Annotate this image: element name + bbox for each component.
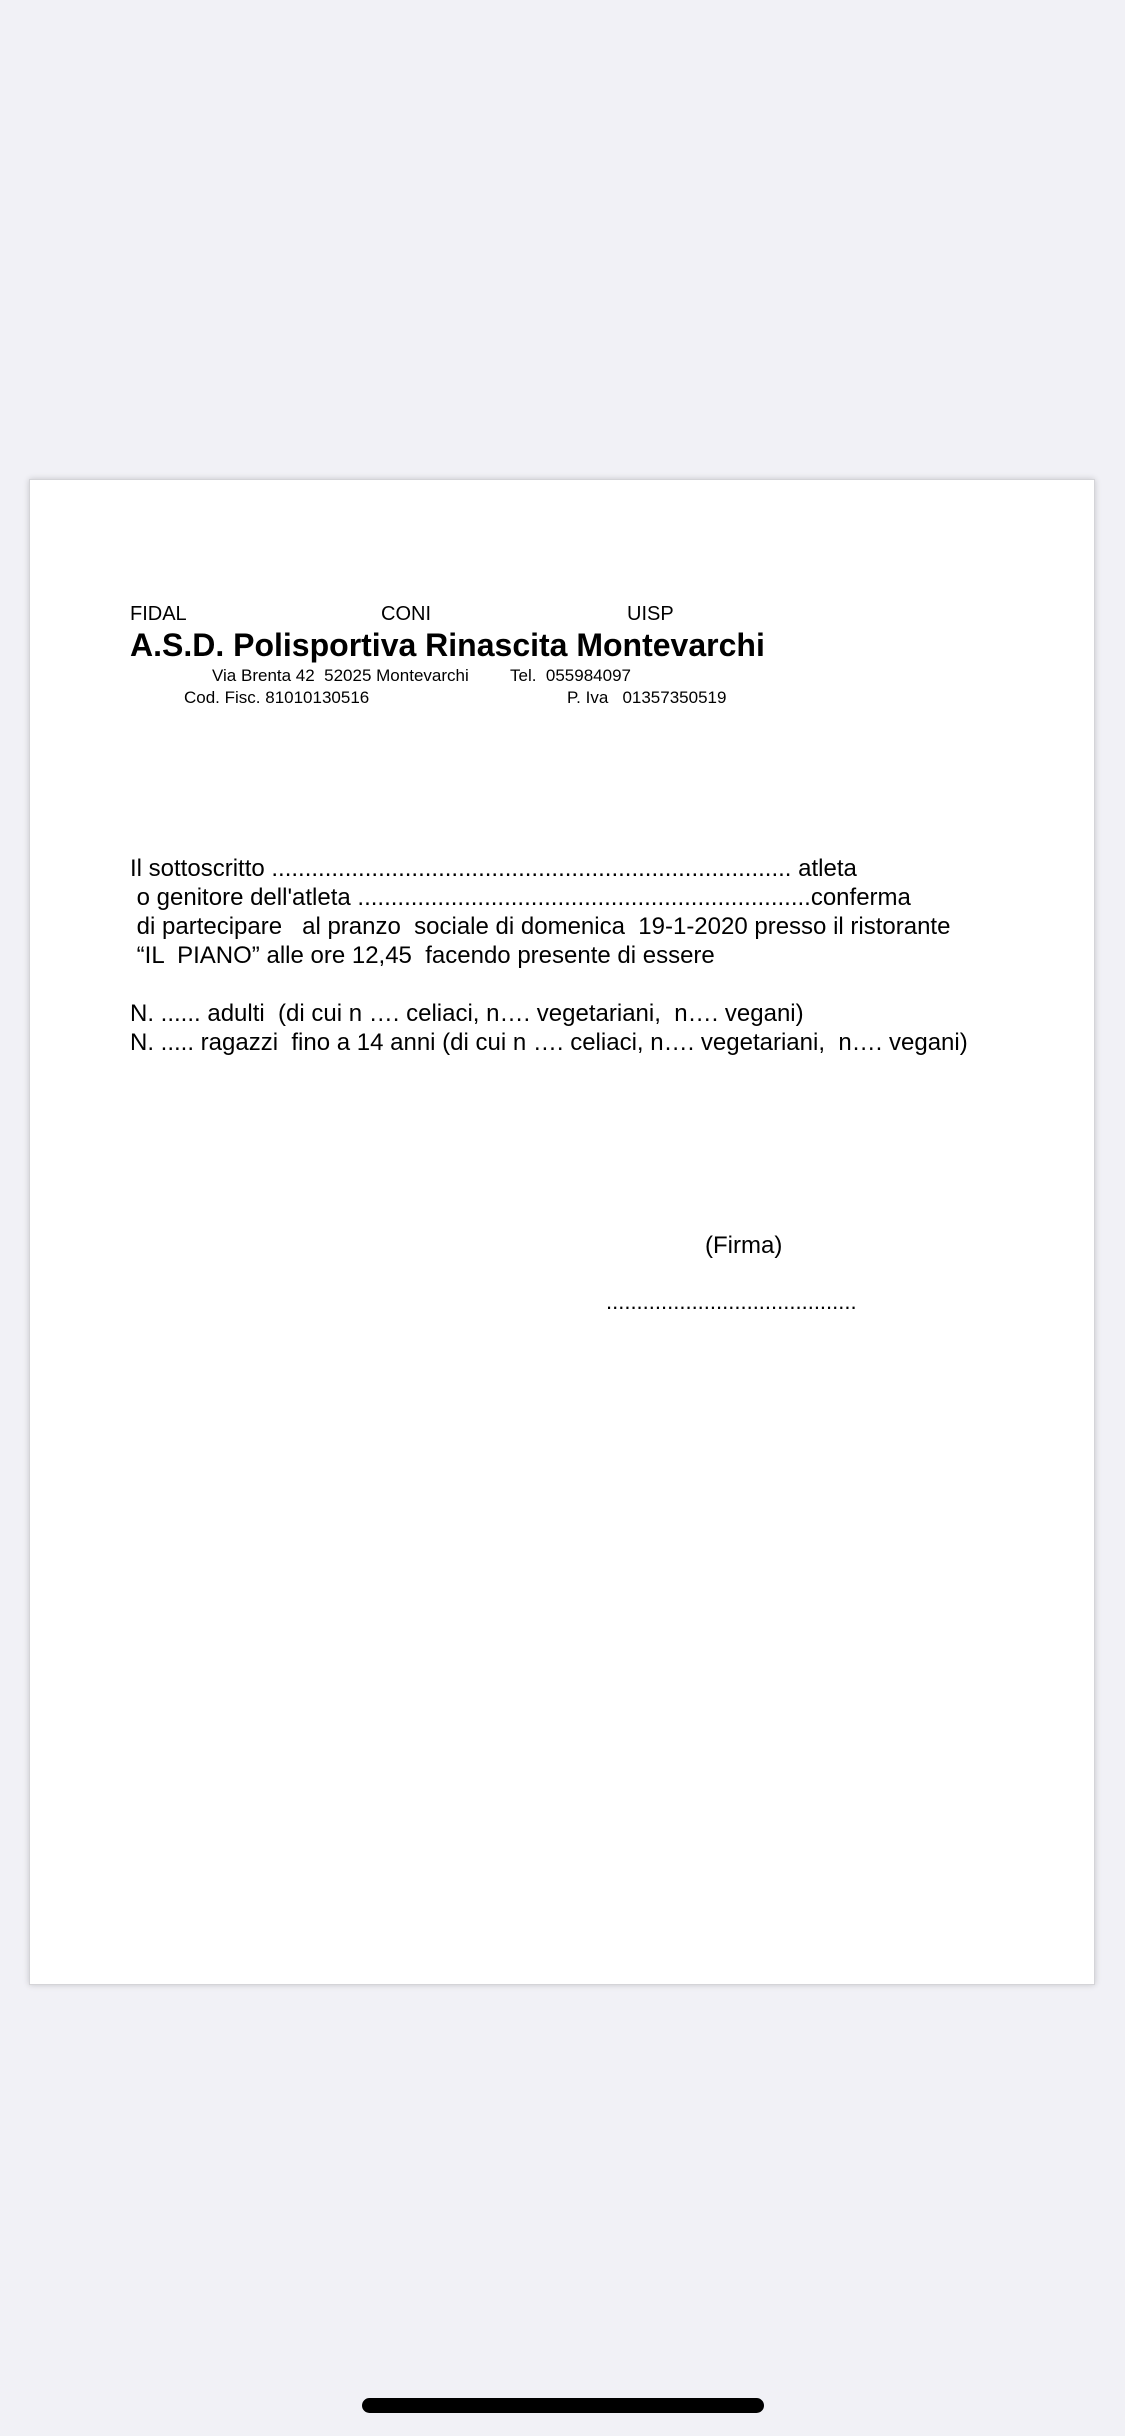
affiliation-coni: CONI	[381, 603, 431, 625]
home-indicator[interactable]	[362, 2398, 764, 2413]
club-phone: Tel. 055984097	[510, 666, 631, 685]
body-line-lunch: di partecipare al pranzo sociale di domenica 19-1-2020 presso il ristorante	[130, 913, 951, 940]
club-address: Via Brenta 42 52025 Montevarchi	[212, 666, 469, 685]
club-name: A.S.D. Polisportiva Rinascita Montevarchi	[130, 627, 765, 663]
affiliation-fidal: FIDAL	[130, 603, 187, 625]
club-vat: P. Iva 01357350519	[567, 688, 727, 707]
signature-line: .........................................	[606, 1289, 857, 1314]
body-line-signatory: Il sottoscritto .............................................................................. atleta	[130, 855, 857, 882]
body-line-adults: N. ...... adulti (di cui n …. celiaci, n…. vegetariani, n…. vegani)	[130, 1000, 804, 1027]
document-page	[29, 479, 1095, 1985]
body-line-restaurant: “IL PIANO” alle ore 12,45 facendo presente di essere	[130, 942, 715, 969]
affiliation-uisp: UISP	[627, 603, 674, 625]
body-line-kids: N. ..... ragazzi fino a 14 anni (di cui n …. celiaci, n…. vegetariani, n…. vegani)	[130, 1029, 968, 1056]
body-line-parent: o genitore dell'atleta ....................................................................conferma	[130, 884, 911, 911]
club-tax-code: Cod. Fisc. 81010130516	[184, 688, 370, 707]
signature-label: (Firma)	[705, 1232, 783, 1259]
